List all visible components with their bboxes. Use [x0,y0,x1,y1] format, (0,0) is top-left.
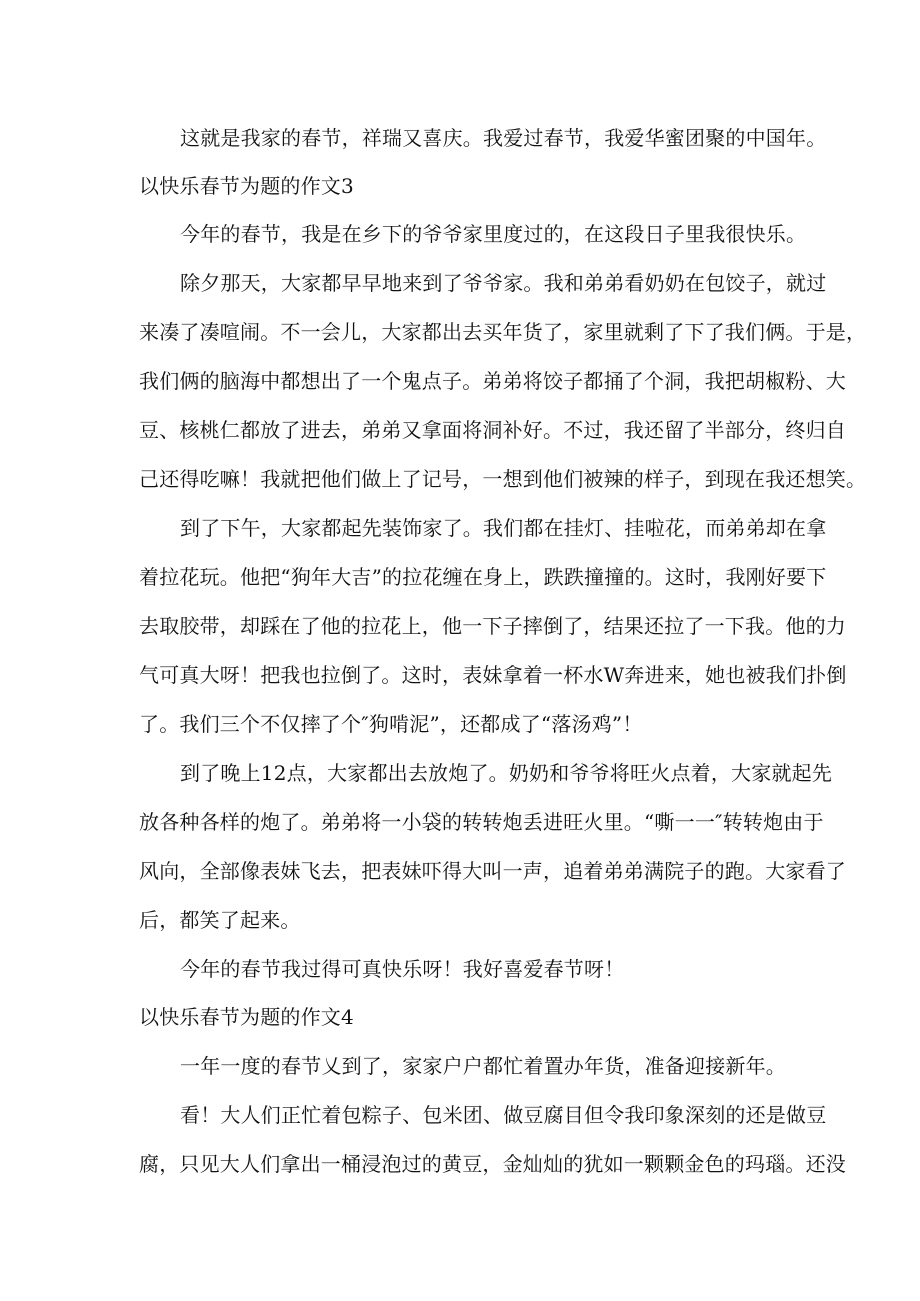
paragraph-line: 放各种各样的炮了。弟弟将一小袋的转转炮丢进旺火里。“嘶一一″转转炮由于 [139,810,824,834]
paragraph-line: 今年的春节，我是在乡下的爷爷家里度过的，在这段日子里我很快乐。 [180,222,807,246]
paragraph-line: 今年的春节我过得可真快乐呀！我好喜爱春节呀！ [180,957,625,981]
paragraph-line: 去取胶带，却踩在了他的拉花上，他一下子摔倒了，结果还拉了一下我。他的力 [139,614,846,638]
paragraph-line: 己还得吃嘛！我就把他们做上了记号，一想到他们被辣的样子，到现在我还想笑。 [139,467,867,491]
paragraph-line: 风向，全部像表妹飞去，把表妹吓得大叫一声，追着弟弟满院子的跑。大家看了 [139,859,846,883]
section-heading: 以快乐春节为题的作文3 [139,174,354,198]
paragraph-line: 这就是我家的春节，祥瑞又喜庆。我爱过春节，我爱华蜜团聚的中国年。 [180,126,827,150]
paragraph-line: 一年一度的春节乂到了，家家户户都忙着置办年货，准备迎接新年。 [180,1054,786,1078]
paragraph-line: 后，都笑了起来。 [139,908,301,932]
paragraph-line: 我们俩的脑海中都想出了一个鬼点子。弟弟将饺子都捅了个洞，我把胡椒粉、大 [139,369,846,393]
paragraph-line: 腐，只见大人们拿出一桶浸泡过的黄豆，金灿灿的犹如一颗颗金色的玛瑙。还没 [139,1152,846,1176]
paragraph-line: 着拉花玩。他把“狗年大吉”的拉花缠在身上，跌跌撞撞的。这时，我刚好要下 [139,565,827,589]
paragraph-line: 除夕那天，大家都早早地来到了爷爷家。我和弟弟看奶奶在包饺子，就过 [180,271,827,295]
paragraph-line: 到了下午，大家都起先装饰家了。我们都在挂灯、挂啦花，而弟弟却在拿 [180,516,827,540]
section-heading: 以快乐春节为题的作文4 [139,1005,354,1029]
paragraph-line: 了。我们三个不仅摔了个″狗啃泥”，还都成了“落汤鸡”！ [139,712,643,736]
paragraph-line: 气可真大呀！把我也拉倒了。这时，表妹拿着一杯水W奔进来，她也被我们扑倒 [139,663,847,687]
paragraph-line: 到了晚上12点，大家都出去放炮了。奶奶和爷爷将旺火点着，大家就起先 [180,761,833,785]
paragraph-line: 来凑了凑喧闹。不一会儿，大家都出去买年货了，家里就剩了下了我们俩。于是， [139,320,867,344]
paragraph-line: 看！大人们正忙着包粽子、包米团、做豆腐目但令我印象深刻的还是做豆 [180,1103,827,1127]
paragraph-line: 豆、核桃仁都放了进去，弟弟又拿面将洞补好。不过，我还留了半部分，终归自 [139,418,846,442]
